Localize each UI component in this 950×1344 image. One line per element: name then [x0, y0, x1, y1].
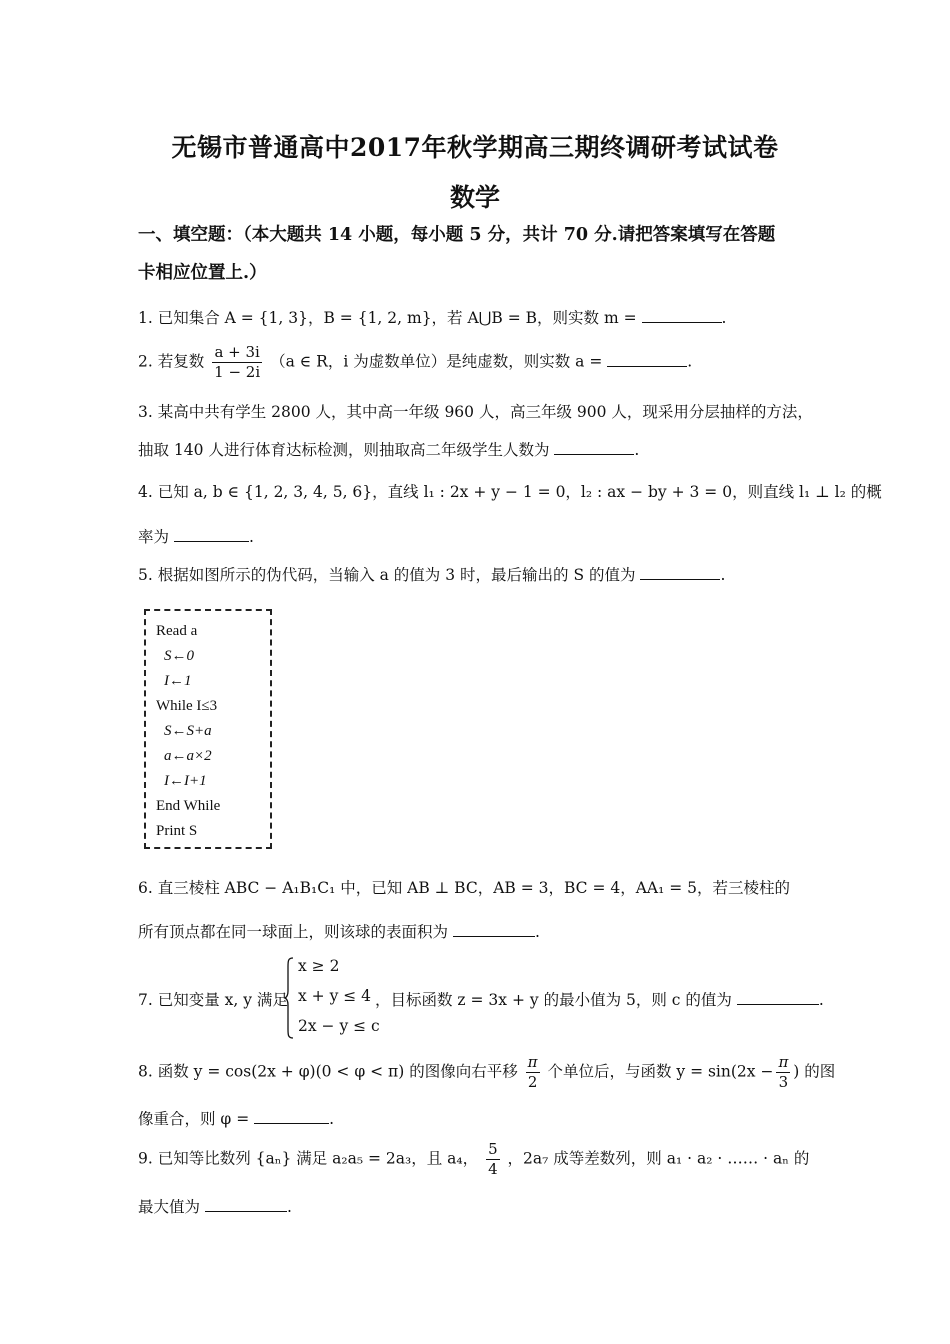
fraction-denominator: 4 — [488, 1160, 498, 1178]
code-line-8: End While — [156, 798, 221, 814]
question-9-fraction — [486, 1140, 500, 1179]
question-3-text: 抽取 140 人进行体育达标检测，则抽取高二年级学生人数为 — [138, 441, 550, 459]
code-line-3: I←1 — [164, 673, 192, 689]
fraction-denominator: 2 — [527, 1073, 538, 1091]
question-4-line1: 4. 已知 a, b ∈ {1, 2, 3, 4, 5, 6}，直线 l₁ : 2x + y − 1 = 0，l₂ : ax − by + 3 = 0，则直线 l₁ ⊥ l₂ 的概 — [138, 483, 882, 501]
constraint-3: 2x − y ≤ c — [298, 1017, 380, 1035]
code-line-7: I←I+1 — [164, 773, 207, 789]
question-5-text: 5. 根据如图所示的伪代码，当输入 a 的值为 3 时，最后输出的 S 的值为 — [138, 566, 636, 584]
question-8-suffix: ) 的图 — [793, 1062, 836, 1081]
question-1-text: 1. 已知集合 A = {1, 3}，B = {1, 2, m}，若 A⋃B = B，则实数 m = — [138, 309, 637, 327]
question-2: 2. 若复数 $\frac{a + 3i}{1 - 2i}$ （a ∈ R，i 为虚数单位）是纯虚数，则实数 a = . — [138, 343, 693, 381]
question-6-line2: 所有顶点都在同一球面上，则该球的表面积为 . — [138, 923, 540, 941]
fraction-numerator: π — [527, 1053, 538, 1071]
question-3-line2: 抽取 140 人进行体育达标检测，则抽取高二年级学生人数为 . — [138, 441, 640, 459]
fraction-denominator: 1 − 2i — [214, 363, 261, 381]
answer-blank-3[interactable] — [554, 440, 634, 455]
fraction-numerator: 5 — [488, 1140, 498, 1158]
question-6-text: 所有顶点都在同一球面上，则该球的表面积为 — [138, 923, 449, 941]
question-6-line1: 6. 直三棱柱 ABC − A₁B₁C₁ 中，已知 AB ⊥ BC，AB = 3，BC = 4，AA₁ = 5，若三棱柱的 — [138, 879, 791, 897]
answer-blank-7[interactable] — [737, 990, 819, 1005]
answer-blank-8[interactable] — [254, 1109, 329, 1124]
question-5: 5. 根据如图所示的伪代码，当输入 a 的值为 3 时，最后输出的 S 的值为 . — [138, 566, 726, 584]
constraint-1: x ≥ 2 — [298, 957, 340, 975]
fraction-numerator: π — [778, 1053, 789, 1071]
question-2-prefix: 2. 若复数 — [138, 352, 205, 371]
answer-blank-4[interactable] — [174, 527, 249, 542]
code-line-2: S←0 — [164, 648, 194, 664]
question-9-suffix: ，2a₇ 成等差数列，则 a₁ · a₂ · …… · aₙ 的 — [507, 1149, 810, 1168]
answer-blank-5[interactable] — [640, 565, 720, 580]
section-heading-line1: 一、填空题：（本大题共 14 小题，每小题 5 分，共计 70 分.请把答案填写在答题 — [138, 225, 776, 245]
question-8-text: 像重合，则 φ = — [138, 1110, 250, 1128]
question-9-text: 最大值为 — [138, 1198, 201, 1216]
question-8-middle: 个单位后，与函数 y = sin(2x − — [547, 1062, 774, 1081]
code-line-1: Read a — [156, 623, 198, 639]
answer-blank-2[interactable] — [607, 352, 687, 367]
question-8-fraction-1 — [526, 1053, 540, 1092]
code-line-5: S←S+a — [164, 723, 212, 739]
fraction-denominator: 3 — [778, 1073, 789, 1091]
question-7-suffix: ，目标函数 z = 3x + y 的最小值为 5，则 c 的值为 . — [375, 991, 824, 1009]
question-4-line2: 率为 . — [138, 528, 254, 546]
exam-title: 无锡市普通高中2017年秋学期高三期终调研考试试卷 — [171, 133, 779, 162]
question-8-line2: 像重合，则 φ = . — [138, 1110, 335, 1128]
question-7-prefix: 7. 已知变量 x, y 满足 — [138, 991, 288, 1009]
answer-blank-6[interactable] — [453, 922, 535, 937]
left-brace-icon — [284, 957, 294, 1039]
question-9-prefix: 9. 已知等比数列 {aₙ} 满足 a₂a₅ = 2a₃，且 a₄， — [138, 1149, 479, 1168]
code-line-4: While I≤3 — [156, 698, 218, 714]
code-line-9: Print S — [156, 823, 198, 839]
subject-title: 数学 — [449, 183, 500, 212]
pseudocode-box — [144, 609, 272, 849]
question-2-fraction — [212, 343, 262, 382]
question-8-line1 — [138, 1053, 835, 1092]
fraction-numerator: a + 3i — [212, 343, 262, 363]
question-2-suffix: （a ∈ R，i 为虚数单位）是纯虚数，则实数 a = — [270, 352, 603, 371]
section-heading-line2: 卡相应位置上.） — [138, 263, 267, 283]
question-7-text: ，目标函数 z = 3x + y 的最小值为 5，则 c 的值为 — [375, 991, 732, 1009]
question-8-prefix: 8. 函数 y = cos(2x + φ)(0 < φ < π) 的图像向右平移 — [138, 1062, 518, 1081]
question-8-fraction-2 — [776, 1053, 790, 1092]
constraint-2: x + y ≤ 4 — [298, 987, 372, 1005]
question-4-text: 率为 — [138, 528, 170, 546]
question-1: 1. 已知集合 A = {1, 3}，B = {1, 2, m}，若 A⋃B = B，则实数 m = . — [138, 309, 727, 327]
answer-blank-1[interactable] — [642, 308, 722, 323]
question-3-line1: 3. 某高中共有学生 2800 人，其中高一年级 960 人，高三年级 900 人，现采用分层抽样的方法， — [138, 403, 813, 421]
answer-blank-9[interactable] — [205, 1197, 287, 1212]
code-line-6: a←a×2 — [164, 748, 212, 764]
question-9-line1 — [138, 1140, 809, 1179]
question-9-line2: 最大值为 . — [138, 1198, 292, 1216]
